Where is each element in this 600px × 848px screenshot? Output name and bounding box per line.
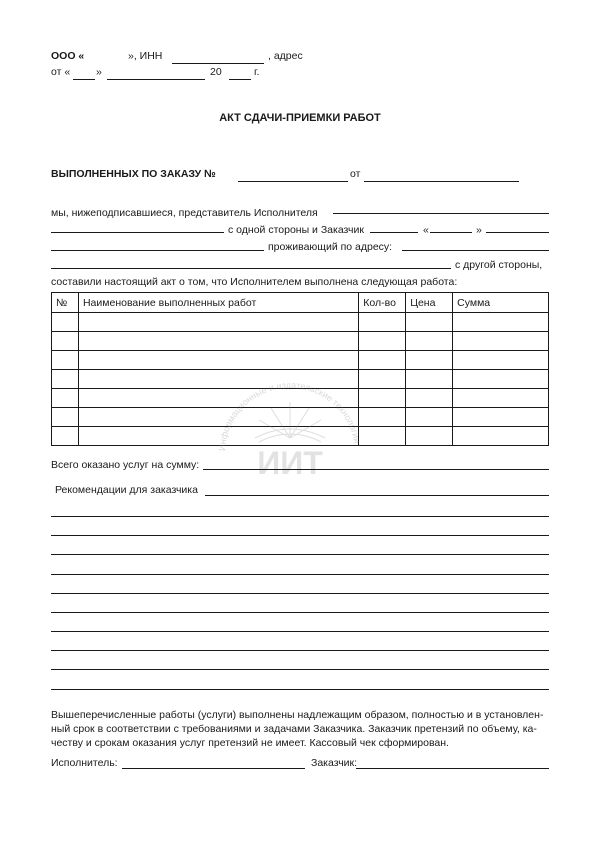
watermark-arc-text: Информационные и издательские технологии bbox=[216, 379, 363, 452]
recommendation-line[interactable] bbox=[51, 516, 549, 517]
watermark-logo-text: ИИТ bbox=[257, 445, 323, 481]
customer-extra-field[interactable] bbox=[486, 232, 549, 233]
recommendation-line[interactable] bbox=[51, 593, 549, 594]
col-qty-header: Кол-во bbox=[359, 293, 406, 313]
date-year-field[interactable] bbox=[229, 79, 251, 80]
table-cell[interactable] bbox=[359, 408, 406, 427]
book-icon bbox=[255, 402, 325, 442]
table-cell[interactable] bbox=[52, 370, 79, 389]
total-label: Всего оказано услуг на сумму: bbox=[51, 459, 200, 471]
table-cell[interactable] bbox=[406, 351, 453, 370]
closing-line-1: Вышеперечисленные работы (услуги) выполнены надлежащим образом, полностью и в установлен- bbox=[51, 709, 544, 721]
table-cell[interactable] bbox=[453, 427, 549, 446]
table-cell[interactable] bbox=[453, 389, 549, 408]
customer-date-field[interactable] bbox=[430, 232, 472, 233]
table-cell[interactable] bbox=[406, 389, 453, 408]
table-cell[interactable] bbox=[78, 332, 358, 351]
body-line-1: мы, нижеподписавшиеся, представитель Исполнителя bbox=[51, 207, 318, 219]
customer-name-field-2[interactable] bbox=[51, 250, 264, 251]
table-cell[interactable] bbox=[359, 370, 406, 389]
address-label: , адрес bbox=[268, 50, 303, 62]
table-cell[interactable] bbox=[453, 351, 549, 370]
table-cell[interactable] bbox=[359, 313, 406, 332]
col-price-header: Цена bbox=[406, 293, 453, 313]
recommendation-line[interactable] bbox=[51, 535, 549, 536]
recommendation-line[interactable] bbox=[51, 554, 549, 555]
date-month-field[interactable] bbox=[107, 79, 205, 80]
org-prefix: ООО « bbox=[51, 50, 85, 62]
executor-signature-label: Исполнитель: bbox=[51, 757, 118, 769]
body-line-5: составили настоящий акт о том, что Исполнителем выполнена следующая работа: bbox=[51, 276, 458, 288]
table-cell[interactable] bbox=[406, 370, 453, 389]
table-cell[interactable] bbox=[52, 313, 79, 332]
year-prefix: 20 bbox=[210, 66, 222, 78]
table-cell[interactable] bbox=[52, 332, 79, 351]
date-quote-close: » bbox=[96, 66, 102, 78]
executor-rep-field[interactable] bbox=[333, 213, 549, 214]
body-line-2: с одной стороны и Заказчик bbox=[228, 224, 364, 236]
recommendation-line[interactable] bbox=[51, 650, 549, 651]
body-quote-open: « bbox=[423, 224, 429, 236]
table-cell[interactable] bbox=[453, 313, 549, 332]
table-cell[interactable] bbox=[52, 408, 79, 427]
body-line-3: проживающий по адресу: bbox=[268, 241, 393, 253]
table-cell[interactable] bbox=[359, 332, 406, 351]
recommendation-line[interactable] bbox=[51, 669, 549, 670]
org-inn-label: », ИНН bbox=[128, 50, 163, 62]
body-quote-close: » bbox=[476, 224, 482, 236]
table-cell[interactable] bbox=[359, 389, 406, 408]
table-cell[interactable] bbox=[52, 427, 79, 446]
table-cell[interactable] bbox=[406, 313, 453, 332]
recommendation-line[interactable] bbox=[51, 574, 549, 575]
table-cell[interactable] bbox=[359, 351, 406, 370]
col-number-header: № bbox=[52, 293, 79, 313]
recommendation-line[interactable] bbox=[51, 631, 549, 632]
customer-signature-field[interactable] bbox=[356, 768, 549, 769]
table-cell[interactable] bbox=[78, 313, 358, 332]
table-cell[interactable] bbox=[406, 427, 453, 446]
col-sum-header: Сумма bbox=[453, 293, 549, 313]
table-cell[interactable] bbox=[453, 332, 549, 351]
executor-rep-field-2[interactable] bbox=[51, 232, 224, 233]
customer-signature-label: Заказчик: bbox=[311, 757, 358, 769]
order-from-label: от bbox=[350, 168, 361, 180]
order-date-field[interactable] bbox=[364, 181, 519, 182]
closing-line-2: ный срок в соответствии с требованиями и задачами Заказчика. Заказчик претензий по объему, ка- bbox=[51, 723, 537, 735]
table-cell[interactable] bbox=[52, 351, 79, 370]
table-cell[interactable] bbox=[406, 408, 453, 427]
inn-field[interactable] bbox=[172, 63, 264, 64]
total-field[interactable] bbox=[203, 469, 549, 470]
table-row bbox=[52, 332, 549, 351]
order-number-field[interactable] bbox=[238, 181, 348, 182]
recommendation-line[interactable] bbox=[51, 612, 549, 613]
table-cell[interactable] bbox=[406, 332, 453, 351]
date-day-field[interactable] bbox=[73, 79, 95, 80]
document-title: АКТ СДАЧИ-ПРИЕМКИ РАБОТ bbox=[219, 112, 381, 124]
customer-address-field-2[interactable] bbox=[51, 268, 451, 269]
table-cell[interactable] bbox=[359, 427, 406, 446]
recommendation-line[interactable] bbox=[51, 689, 549, 690]
closing-line-3: честву и срокам оказания услуг претензий не имеет. Кассовый чек сформирован. bbox=[51, 737, 449, 749]
table-cell[interactable] bbox=[453, 370, 549, 389]
recommendations-field[interactable] bbox=[205, 495, 549, 496]
executor-signature-field[interactable] bbox=[122, 768, 305, 769]
table-cell[interactable] bbox=[453, 408, 549, 427]
date-from-label: от « bbox=[51, 66, 71, 78]
body-line-4: с другой стороны, bbox=[455, 259, 543, 271]
year-suffix: г. bbox=[254, 66, 260, 78]
watermark-logo bbox=[215, 358, 365, 483]
col-name-header: Наименование выполненных работ bbox=[78, 293, 358, 313]
table-row bbox=[52, 313, 549, 332]
recommendations-label: Рекомендации для заказчика bbox=[55, 484, 198, 496]
table-header-row bbox=[52, 293, 549, 313]
customer-name-field[interactable] bbox=[370, 232, 418, 233]
order-label: ВЫПОЛНЕННЫХ ПО ЗАКАЗУ № bbox=[51, 168, 216, 180]
table-cell[interactable] bbox=[52, 389, 79, 408]
customer-address-field[interactable] bbox=[402, 250, 549, 251]
